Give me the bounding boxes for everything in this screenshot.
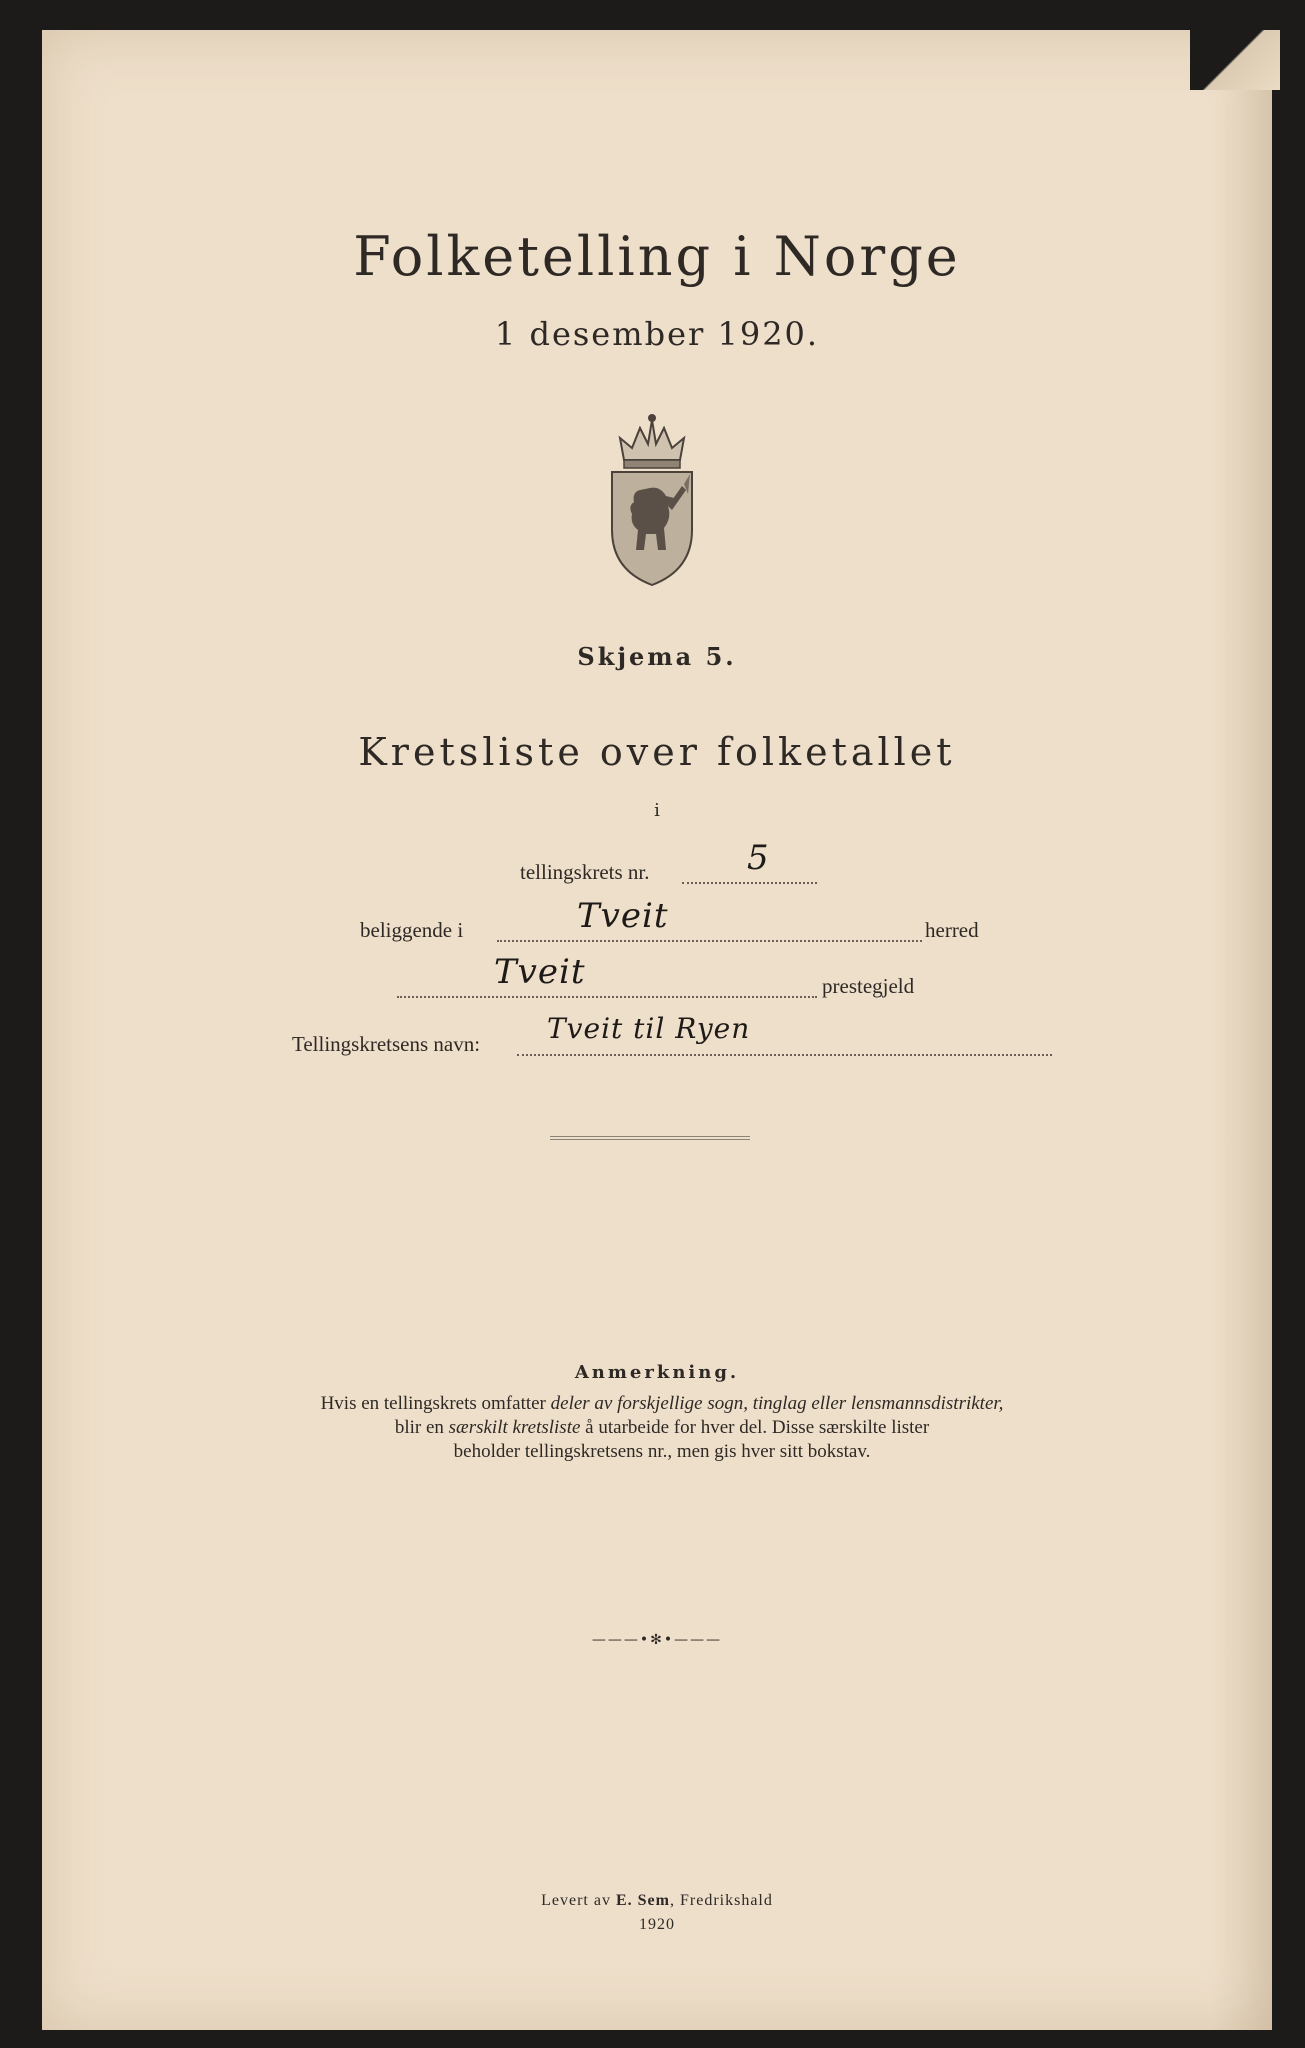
kretsnavn-label: Tellingskretsens navn: — [292, 1032, 481, 1056]
printer-prefix: Levert av — [541, 1892, 616, 1909]
note-line-2-rest: å utarbeide for hver del. Disse særskilte lister — [580, 1417, 930, 1438]
note-line-3: beholder tellingskretsens nr., men gis hver sitt bokstav. — [453, 1441, 871, 1462]
ornament-divider: ———•✻•——— — [591, 1632, 723, 1648]
tellingskrets-value: 5 — [747, 838, 770, 878]
schema-number: Skjema 5. — [577, 642, 737, 671]
printer-name: E. Sem — [615, 1892, 670, 1909]
note-line-2-italic: særskilt kretsliste — [448, 1417, 581, 1438]
folded-corner — [1190, 30, 1280, 90]
note-line-1-plain: Hvis en tellingskrets omfatter — [320, 1393, 551, 1414]
herred-label: herred — [925, 918, 979, 942]
note-line-2 — [222, 1416, 1102, 1440]
prestegjeld-label: prestegjeld — [822, 974, 915, 998]
tellingskrets-line — [682, 882, 817, 884]
printer-year: 1920 — [639, 1916, 675, 1933]
divider-rule — [550, 1136, 750, 1140]
prestegjeld-value: Tveit — [494, 952, 586, 992]
norwegian-coat-of-arms-icon — [602, 410, 702, 590]
kretsnavn-value: Tveit til Ryen — [547, 1012, 751, 1045]
preposition-i: i — [654, 800, 660, 821]
beliggende-label: beliggende i — [360, 918, 464, 942]
beliggende-value: Tveit — [577, 896, 669, 936]
note-line-1-italic: deler av forskjellige sogn, tinglag eller lensmannsdistrikter, — [550, 1393, 1004, 1414]
list-title: Kretsliste over folketallet — [358, 730, 956, 774]
note-line-1 — [222, 1392, 1102, 1416]
printer-city: , Fredrikshald — [669, 1892, 773, 1909]
census-form-page — [42, 30, 1272, 2030]
kretsnavn-line — [517, 1054, 1052, 1056]
tellingskrets-label: tellingskrets nr. — [520, 860, 650, 884]
beliggende-line — [497, 940, 922, 942]
prestegjeld-line — [397, 996, 817, 998]
printer-line — [42, 1892, 1272, 1910]
document-date: 1 desember 1920. — [494, 315, 820, 353]
note-line-2-plain: blir en — [394, 1417, 449, 1438]
note-heading: Anmerkning. — [574, 1362, 740, 1383]
note-body — [222, 1392, 1102, 1464]
document-title: Folketelling i Norge — [353, 225, 961, 288]
